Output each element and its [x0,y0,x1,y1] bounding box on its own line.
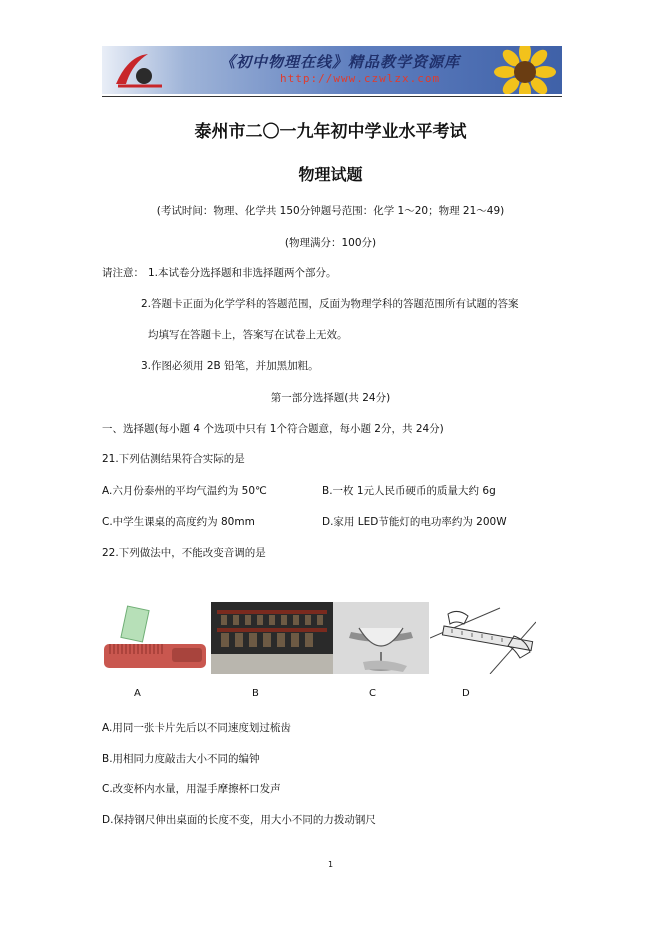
q22-option-b: B.用相同力度敲击大小不同的编钟 [102,753,260,765]
q22-option-d: D.保持钢尺伸出桌面的长度不变，用大小不同的力拨动钢尺 [102,814,376,826]
wine-glass-figure [333,602,429,674]
banner-title: 《初中物理在线》精品教学资源库 [220,53,461,71]
part-heading: 第一部分选择题(共 24分) [270,392,391,404]
figure-label-b: B [252,688,259,699]
score-info: (物理满分：100分) [284,237,377,249]
page-number: 1 [327,860,334,869]
figure-label-c: C [369,688,376,699]
note-item: 2.答题卡正面为化学学科的答题范围，反面为物理学科的答题范围所有试题的答案 [141,298,519,310]
header-banner [102,46,562,94]
comb-card-figure [100,602,208,674]
figure-label-d: D [462,688,470,699]
note-item: 均填写在答题卡上，答案写在试卷上无效。 [148,329,348,341]
section-heading: 一、选择题(每小题 4 个选项中只有 1个符合题意，每小题 2分，共 24分) [102,423,444,435]
q21-option-d: D.家用 LED节能灯的电功率约为 200W [322,516,507,528]
q22-option-a: A.用同一张卡片先后以不同速度划过梳齿 [102,722,291,734]
site-logo-icon [108,50,170,90]
exam-info: (考试时间：物理、化学共 150分钟题号范围：化学 1～20；物理 21～49) [156,205,505,217]
q21-option-c: C.中学生课桌的高度约为 80mm [102,516,255,528]
note-item: 3.作图必须用 2B 铅笔，并加黑加粗。 [141,360,319,372]
figure-label-a: A [134,688,141,699]
q21-option-b: B.一枚 1元人民币硬币的质量大约 6g [322,485,496,497]
bianzhong-bells-figure [211,602,333,674]
exam-title: 泰州市二〇一九年初中学业水平考试 [194,122,467,142]
exam-subtitle: 物理试题 [298,165,363,184]
steel-ruler-figure [430,602,536,674]
q21-option-a: A.六月份泰州的平均气温约为 50℃ [102,485,267,497]
notes-label: 请注意： [102,267,144,279]
header-rule [102,96,562,97]
sunflower-icon [490,46,560,94]
banner-url: http://www.czwlzx.com [280,72,441,85]
note-item: 1.本试卷分选择题和非选择题两个部分。 [148,267,337,279]
question-22-stem: 22.下列做法中，不能改变音调的是 [102,547,266,559]
q22-option-c: C.改变杯内水量，用湿手摩擦杯口发声 [102,783,281,795]
question-21-stem: 21.下列估测结果符合实际的是 [102,453,245,465]
